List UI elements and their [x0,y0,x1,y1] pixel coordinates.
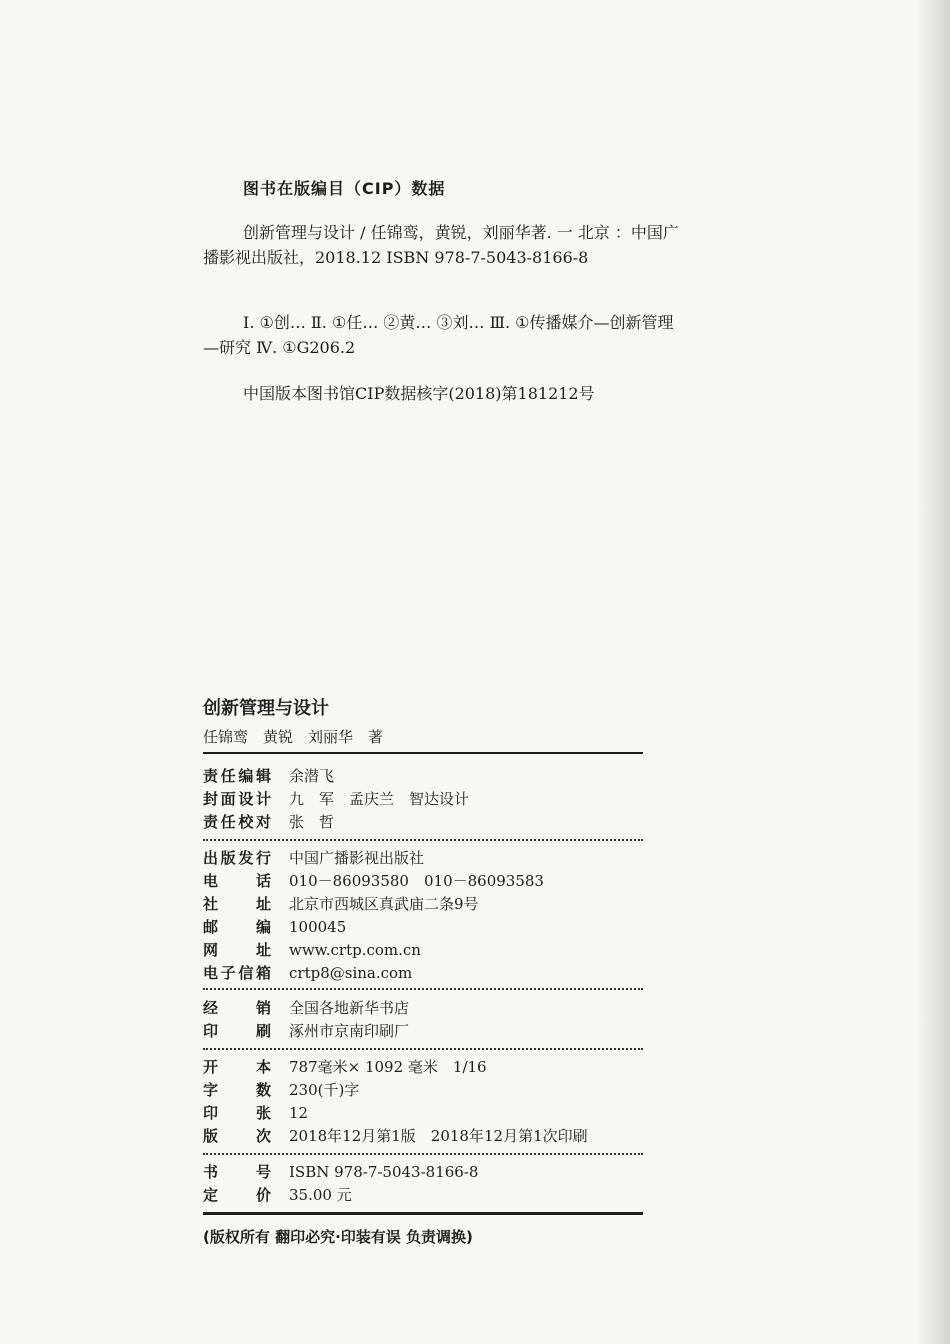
colophon-row [203,811,334,834]
divider-dotted [203,1048,643,1050]
divider-solid [203,752,643,754]
row-label: 责任编辑 [203,767,271,785]
colophon-row [203,916,346,939]
cip-title: 图书在版编目（CIP）数据 [243,179,446,198]
rights-notice: (版权所有 翻印必究·印装有误 负责调换) [203,1228,473,1246]
colophon-row [203,997,409,1020]
row-label: 电子信箱 [203,964,271,982]
row-label: 责任校对 [203,813,271,831]
row-label: 定价 [203,1186,271,1204]
row-label: 印张 [203,1104,271,1122]
row-value: 35.00 元 [289,1186,352,1204]
row-value: 中国广播影视出版社 [289,849,425,867]
row-value: 余潜飞 [289,767,335,785]
row-label: 网址 [203,941,271,959]
colophon-row [203,1102,308,1125]
colophon-row [203,939,421,962]
cip-subjects: Ⅰ. ①创… Ⅱ. ①任… ②黄… ③刘… Ⅲ. ①传播媒介—创新管理—研究 Ⅳ. ①G206.2 [203,313,674,357]
divider-dotted [203,839,643,841]
colophon-row [203,870,544,893]
colophon-row [203,788,469,811]
colophon-row [203,1020,409,1043]
colophon-row [203,1056,487,1079]
scan-page-edge [916,0,950,1344]
row-value: 张 哲 [289,813,335,831]
colophon-row [203,962,412,985]
row-label: 封面设计 [203,790,271,808]
divider-dotted [203,988,643,990]
row-value: 010－86093580 010－86093583 [289,872,544,890]
row-value: 全国各地新华书店 [289,999,410,1017]
row-label: 邮编 [203,918,271,936]
row-value: crtp8@sina.com [289,964,413,982]
colophon-row [203,1079,359,1102]
divider-dotted [203,1153,643,1155]
row-label: 经销 [203,999,271,1017]
cip-number: 中国版本图书馆CIP数据核字(2018)第181212号 [243,384,595,403]
row-value: ISBN 978-7-5043-8166-8 [289,1163,479,1181]
colophon-row [203,893,479,916]
row-label: 社址 [203,895,271,913]
row-label: 出版发行 [203,849,271,867]
row-value: 涿州市京南印刷厂 [289,1022,410,1040]
book-authors: 任锦鸾 黄锐 刘丽华 著 [203,728,384,746]
row-value: 12 [289,1104,309,1122]
row-value: 100045 [289,918,347,936]
divider-solid [203,1212,643,1215]
row-label: 书号 [203,1163,271,1181]
colophon-row [203,765,334,788]
colophon-row [203,1161,478,1184]
colophon-row [203,1125,588,1148]
row-value: 九 军 孟庆兰 智达设计 [289,790,470,808]
row-label: 字数 [203,1081,271,1099]
colophon-row [203,847,424,870]
row-value: 北京市西城区真武庙二条9号 [289,895,479,913]
colophon-row [203,1184,352,1207]
row-value: 230(千)字 [289,1081,360,1099]
row-label: 印刷 [203,1022,271,1040]
row-label: 开本 [203,1058,271,1076]
row-label: 电话 [203,872,271,890]
row-label: 版次 [203,1127,271,1145]
row-value: 2018年12月第1版 2018年12月第1次印刷 [289,1127,588,1145]
row-value: 787毫米× 1092 毫米 1/16 [289,1058,487,1076]
cip-record: 创新管理与设计 / 任锦鸾，黄锐，刘丽华著. 一 北京 ：中国广播影视出版社，2018.12 ISBN 978-7-5043-8166-8 [203,223,679,267]
row-value: www.crtp.com.cn [289,941,421,959]
book-title: 创新管理与设计 [203,698,329,719]
